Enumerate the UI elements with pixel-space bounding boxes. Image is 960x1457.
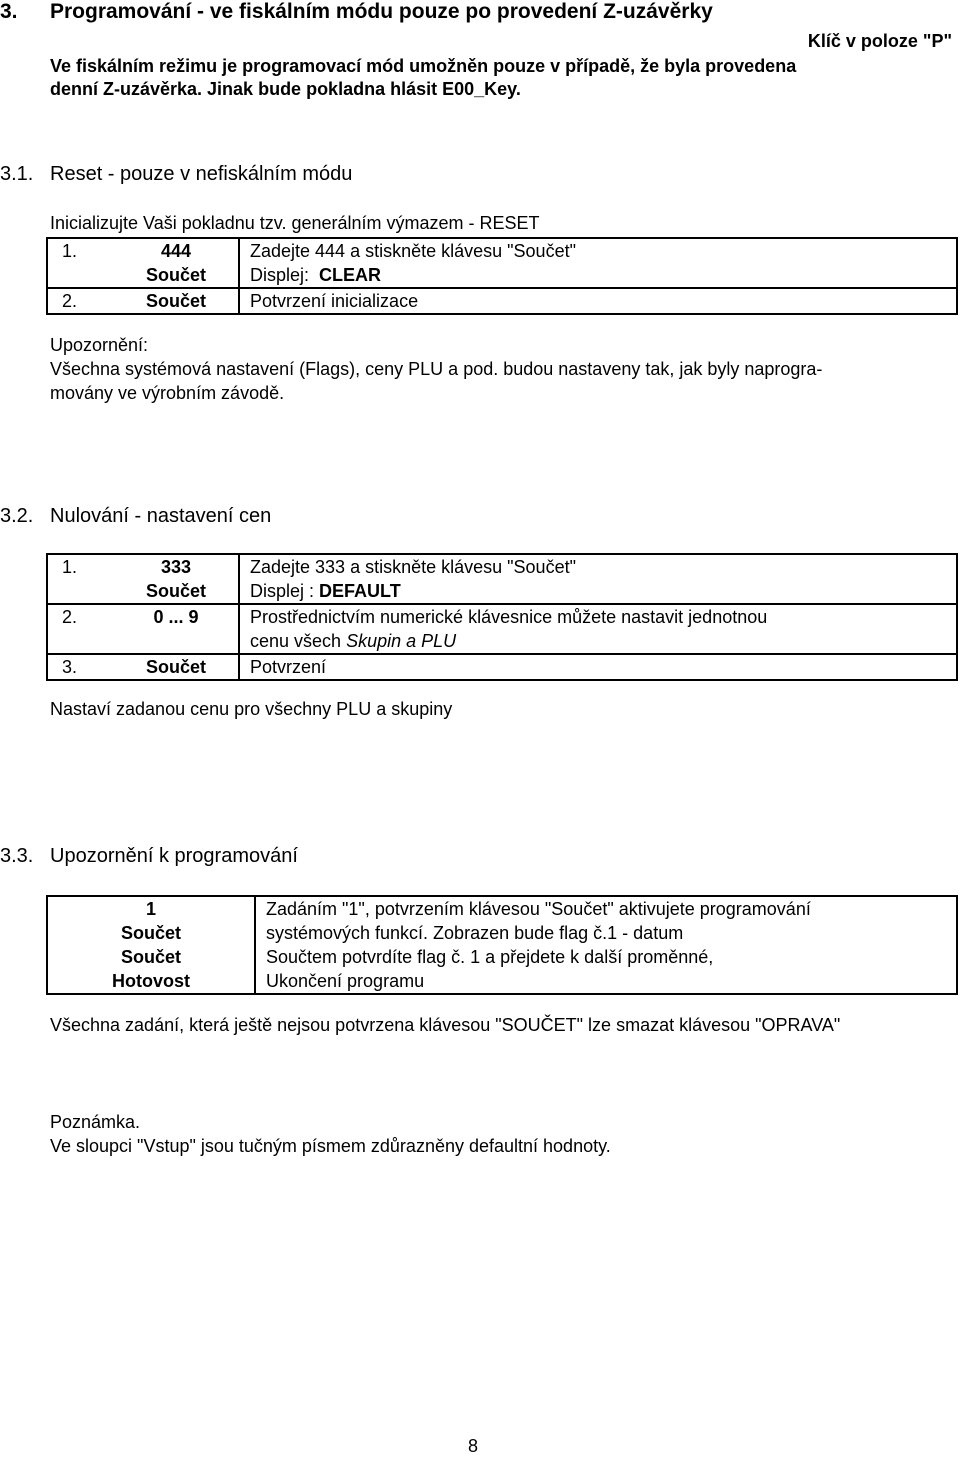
section-intro: Inicializujte Vaši pokladnu tzv. generálním výmazem - RESET	[50, 213, 540, 233]
step-description: Potvrzení inicializace	[239, 288, 957, 314]
step-number	[47, 579, 114, 604]
programming-notes-table	[46, 895, 958, 995]
description-emphasis: Skupin a PLU	[346, 631, 457, 651]
step-description	[239, 579, 957, 604]
step-description: systémových funkcí. Zobrazen bude flag č.1 - datum	[255, 921, 957, 945]
step-description: Prostřednictvím numerické klávesnice můžete nastavit jednotnou	[239, 604, 957, 629]
section-title: Upozornění k programování	[50, 845, 298, 867]
table-row	[47, 921, 957, 945]
step-number: 2.	[47, 288, 114, 314]
display-value: CLEAR	[319, 265, 382, 285]
intro-line-1: Ve fiskálním režimu je programovací mód umožněn pouze v případě, že byla provedena	[50, 56, 797, 76]
display-label: Displej :	[250, 581, 315, 601]
step-key	[114, 629, 239, 654]
remark-text: Ve sloupci "Vstup" jsou tučným písmem zdůrazněny defaultní hodnoty.	[50, 1136, 611, 1156]
step-number: 1.	[47, 554, 114, 579]
step-key: 0 ... 9	[114, 604, 239, 629]
chapter-number: 3.	[0, 0, 18, 23]
section-number: 3.3.	[0, 845, 34, 867]
warning-line-2: movány ve výrobním závodě.	[50, 383, 285, 403]
step-key: 333	[114, 554, 239, 579]
table-row	[47, 263, 957, 288]
step-number	[47, 629, 114, 654]
table-row	[47, 969, 957, 994]
step-key: 1	[47, 896, 255, 921]
remark-label: Poznámka.	[50, 1112, 141, 1132]
section-title: Reset - pouze v nefiskálním módu	[50, 163, 353, 185]
step-description: Ukončení programu	[255, 969, 957, 994]
table-row	[47, 896, 957, 921]
table-row	[47, 945, 957, 969]
step-description: Součtem potvrdíte flag č. 1 a přejdete k další proměnné,	[255, 945, 957, 969]
page-number: 8	[468, 1436, 479, 1456]
section-number: 3.1.	[0, 163, 34, 185]
table-row	[47, 554, 957, 579]
warning-label: Upozornění:	[50, 335, 149, 355]
step-key: Součet	[114, 288, 239, 314]
table-row	[47, 238, 957, 263]
reset-steps-table	[46, 237, 958, 315]
section-title: Nulování - nastavení cen	[50, 505, 272, 527]
warning-line-1: Všechna systémová nastavení (Flags), ceny PLU a pod. budou nastaveny tak, jak byly naprogra-	[50, 359, 823, 379]
step-description	[239, 629, 957, 654]
step-key: Součet	[114, 654, 239, 680]
intro-line-2: denní Z-uzávěrka. Jinak bude pokladna hlásit E00_Key.	[50, 79, 521, 99]
step-key: Součet	[114, 579, 239, 604]
step-description: Zadáním "1", potvrzením klávesou "Součet" aktivujete programování	[255, 896, 957, 921]
table-row	[47, 629, 957, 654]
step-number: 2.	[47, 604, 114, 629]
price-reset-table	[46, 553, 958, 681]
step-description: Potvrzení	[239, 654, 957, 680]
table-row	[47, 654, 957, 680]
step-key: 444	[114, 238, 239, 263]
table-row	[47, 579, 957, 604]
step-description	[239, 263, 957, 288]
description-text: cenu všech	[250, 631, 342, 651]
section-number: 3.2.	[0, 505, 34, 527]
table-row	[47, 288, 957, 314]
display-value: DEFAULT	[319, 581, 401, 601]
step-key: Součet	[114, 263, 239, 288]
chapter-title: Programování - ve fiskálním módu pouze po provedení Z-uzávěrky	[50, 0, 713, 23]
key-position-note: Klíč v poloze "P"	[807, 31, 952, 51]
step-key: Hotovost	[47, 969, 255, 994]
table-row	[47, 604, 957, 629]
step-number	[47, 263, 114, 288]
step-number: 3.	[47, 654, 114, 680]
step-description: Zadejte 333 a stiskněte klávesu "Součet"	[239, 554, 957, 579]
section-note: Všechna zadání, která ještě nejsou potvrzena klávesou "SOUČET" lze smazat klávesou "OPRAVA"	[50, 1015, 841, 1035]
step-description: Zadejte 444 a stiskněte klávesu "Součet"	[239, 238, 957, 263]
display-label: Displej:	[250, 265, 310, 285]
section-note: Nastaví zadanou cenu pro všechny PLU a skupiny	[50, 699, 453, 719]
step-key: Součet	[47, 921, 255, 945]
step-number: 1.	[47, 238, 114, 263]
step-key: Součet	[47, 945, 255, 969]
